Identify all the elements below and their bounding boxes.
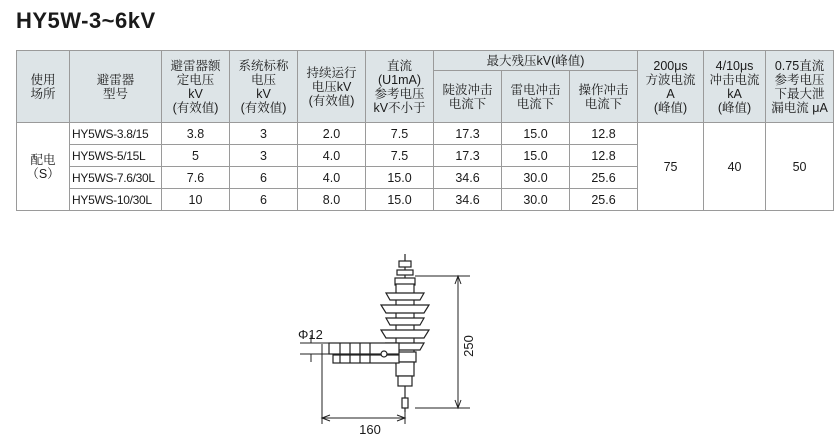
steep-cell: 34.6: [434, 189, 502, 211]
continuous-cell: 4.0: [298, 167, 366, 189]
steep-cell: 34.6: [434, 167, 502, 189]
header-system-voltage: 系统标称 电压 kV (有效值): [230, 51, 298, 123]
dc-cell: 15.0: [366, 167, 434, 189]
continuous-cell: 4.0: [298, 145, 366, 167]
model-cell: HY5WS-7.6/30L: [70, 167, 162, 189]
switching-cell: 12.8: [570, 123, 638, 145]
steep-cell: 17.3: [434, 123, 502, 145]
header-switching: 操作冲击 电流下: [570, 71, 638, 123]
model-cell: HY5WS-3.8/15: [70, 123, 162, 145]
rated-cell: 7.6: [162, 167, 230, 189]
header-steep-wave: 陡波冲击 电流下: [434, 71, 502, 123]
steep-cell: 17.3: [434, 145, 502, 167]
usage-cell: 配电 （S）: [17, 123, 70, 211]
bottom-fitting: [396, 362, 414, 412]
lightning-cell: 30.0: [502, 189, 570, 211]
height-dimension-label: 250: [461, 335, 476, 357]
switching-cell: 25.6: [570, 189, 638, 211]
square-wave-cell: 75: [638, 123, 704, 211]
continuous-cell: 2.0: [298, 123, 366, 145]
dc-cell: 15.0: [366, 189, 434, 211]
header-lightning: 雷电冲击 电流下: [502, 71, 570, 123]
rated-cell: 10: [162, 189, 230, 211]
mounting-bracket: [329, 343, 399, 363]
rated-cell: 5: [162, 145, 230, 167]
lightning-cell: 30.0: [502, 167, 570, 189]
header-dc-voltage: 直流 (U1mA) 参考电压 kV不小于: [366, 51, 434, 123]
lightning-cell: 15.0: [502, 123, 570, 145]
diameter-dimension-label: Φ12: [298, 327, 323, 342]
header-usage: 使用 场所: [17, 51, 70, 123]
header-residual-group: 最大残压kV(峰值): [434, 51, 638, 71]
header-leakage: 0.75直流 参考电压 下最大泄 漏电流 μA: [766, 51, 834, 123]
header-square-wave: 200μs 方波电流 A (峰值): [638, 51, 704, 123]
page-title: HY5W-3~6kV: [16, 8, 156, 33]
switching-cell: 25.6: [570, 167, 638, 189]
switching-cell: 12.8: [570, 145, 638, 167]
top-terminal: [395, 254, 415, 285]
header-continuous-voltage: 持续运行 电压kV (有效值): [298, 51, 366, 123]
header-rated-voltage: 避雷器额 定电压 kV (有效值): [162, 51, 230, 123]
rated-cell: 3.8: [162, 123, 230, 145]
impulse-cell: 40: [704, 123, 766, 211]
model-cell: HY5WS-5/15L: [70, 145, 162, 167]
system-cell: 6: [230, 167, 298, 189]
system-cell: 3: [230, 123, 298, 145]
dc-cell: 7.5: [366, 145, 434, 167]
leakage-cell: 50: [766, 123, 834, 211]
continuous-cell: 8.0: [298, 189, 366, 211]
model-cell: HY5WS-10/30L: [70, 189, 162, 211]
system-cell: 6: [230, 189, 298, 211]
system-cell: 3: [230, 145, 298, 167]
header-impulse: 4/10μs 冲击电流 kA (峰值): [704, 51, 766, 123]
header-model: 避雷器 型号: [70, 51, 162, 123]
lightning-cell: 15.0: [502, 145, 570, 167]
dc-cell: 7.5: [366, 123, 434, 145]
width-dimension-label: 160: [359, 422, 381, 436]
